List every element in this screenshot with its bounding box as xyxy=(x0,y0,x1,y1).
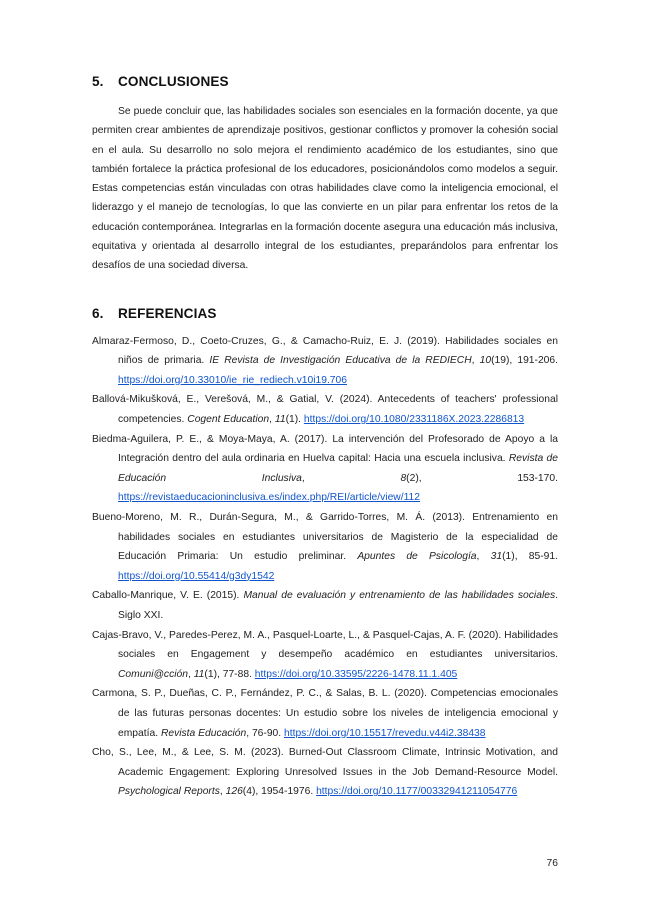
reference-pages: . Siglo XXI. xyxy=(118,590,558,621)
reference-authors-title: Ballová-Mikušková, E., Verešová, M., & Gatial, V. (2024). Antecedents of teachers' professional competencies. xyxy=(92,394,558,426)
reference-authors-title: Almaraz-Fermoso, D., Coeto-Cruzes, G., & Camacho-Ruiz, E. J. (2019). Habilidades sociales en niños de primaria. xyxy=(92,335,558,367)
reference-entry xyxy=(92,508,558,586)
reference-source: IE Revista de Investigación Educativa de la REDIECH xyxy=(209,355,472,367)
reference-link[interactable]: https://doi.org/10.33595/2226-1478.11.1.405 xyxy=(254,668,458,680)
reference-entry xyxy=(92,390,558,429)
section-title: CONCLUSIONES xyxy=(118,74,229,89)
reference-link[interactable]: https://revistaeducacioninclusiva.es/index.php/REI/article/view/112 xyxy=(118,492,421,504)
reference-pages: (1). xyxy=(285,414,304,426)
reference-authors-title: Carmona, S. P., Dueñas, C. P., Fernández, P. C., & Salas, B. L. (2020). Competencias emocionales de las futuras personas docentes: Un estudio sobre los niveles de inteligencia emocional y empatía. xyxy=(92,688,558,739)
reference-pages: , 76-90. xyxy=(246,727,284,739)
reference-entry xyxy=(92,626,558,685)
reference-volume: 10 xyxy=(479,355,492,367)
reference-pages: (1), 77-88. xyxy=(204,668,255,680)
reference-entry xyxy=(92,430,558,508)
reference-authors-title: Cajas-Bravo, V., Paredes-Perez, M. A., Pasquel-Loarte, L., & Pasquel-Cajas, A. F. (2020). Habilidades sociales en Engagement y desempeño académico en estudiantes universitarios. xyxy=(92,629,558,661)
reference-source: Revista de Educación Inclusiva xyxy=(118,453,558,484)
reference-link[interactable]: https://doi.org/10.1177/00332941211054776 xyxy=(316,786,518,798)
reference-pages: (4), 1954-1976. xyxy=(242,786,317,798)
reference-separator: , xyxy=(476,551,491,563)
reference-volume: 11 xyxy=(193,668,205,680)
reference-volume: 31 xyxy=(490,551,503,563)
reference-list xyxy=(92,332,558,802)
reference-source: Revista Educación xyxy=(160,727,247,739)
section-heading-referencias xyxy=(92,306,558,321)
reference-separator: , xyxy=(269,414,275,426)
reference-pages: (19), 191-206. xyxy=(491,355,558,367)
reference-entry xyxy=(92,743,558,802)
page-content xyxy=(92,72,558,802)
reference-volume: 8 xyxy=(400,472,407,484)
conclusions-paragraph: Se puede concluir que, las habilidades sociales son esenciales en la formación docente, ya que permiten crear ambientes de aprendizaje positivos, gestionar conflictos y promover la cohesión social en el aula. Su desarrollo no solo mejora el rendimiento académico de los estudiantes, sino que también fortalece la práctica profesional de los educadores, posicionándolos como modelos a seguir. Estas competencias están vinculadas con otras habilidades clave como la inteligencia emocional, el liderazgo y el manejo de tecnologías, lo que las convierte en un pilar para enfrentar los retos de la educación contemporánea. Integrarlas en la formación docente asegura una educación más inclusiva, equitativa y orientada al desarrollo integral de los estudiantes, preparándolos para enfrentar los desafíos de una sociedad diversa. xyxy=(92,106,558,272)
reference-link[interactable]: https://doi.org/10.55414/g3dy1542 xyxy=(118,570,275,582)
section-number: 5. xyxy=(92,74,104,89)
reference-authors-title: Caballo-Manrique, V. E. (2015). xyxy=(92,590,244,602)
reference-separator: , xyxy=(471,355,480,367)
reference-link[interactable]: https://doi.org/10.15517/revedu.v44i2.38438 xyxy=(284,727,486,739)
reference-volume: 11 xyxy=(274,414,286,426)
reference-link[interactable]: https://doi.org/10.1080/2331186X.2023.2286813 xyxy=(303,414,525,426)
reference-pages: (1), 85-91. xyxy=(502,551,558,563)
reference-pages: (2), 153-170. xyxy=(406,472,558,484)
reference-source: Psychological Reports xyxy=(118,786,220,798)
reference-source: Manual de evaluación y entrenamiento de las habilidades sociales xyxy=(243,590,556,602)
reference-separator: , xyxy=(187,668,194,680)
reference-source: Comuni@cción xyxy=(118,668,188,680)
page-number: 76 xyxy=(546,858,558,869)
reference-authors-title: Cho, S., Lee, M., & Lee, S. M. (2023). Burned-Out Classroom Climate, Intrinsic Motivation, and Academic Engagement: Exploring Unresolved Issues in the Job Demand-Resource Model. xyxy=(92,747,558,778)
reference-separator: , xyxy=(219,786,226,798)
reference-entry xyxy=(92,586,558,625)
reference-entry xyxy=(92,332,558,391)
section-title: REFERENCIAS xyxy=(118,305,217,321)
section-heading-conclusiones xyxy=(92,74,558,89)
reference-authors-title: Bueno-Moreno, M. R., Durán-Segura, M., & Garrido-Torres, M. Á. (2013). Entrenamiento en habilidades sociales en estudiantes universitarios de Magisterio de la especialidad de Educación Primaria: Un estudio preliminar. xyxy=(92,512,558,563)
reference-volume: 126 xyxy=(225,786,243,798)
section-number: 6. xyxy=(92,305,104,321)
reference-source: Apuntes de Psicología xyxy=(357,551,477,563)
reference-link[interactable]: https://doi.org/10.33010/ie_rie_rediech.v10i19.706 xyxy=(118,374,347,386)
reference-source: Cogent Education xyxy=(187,414,270,426)
reference-authors-title: Biedma-Aguilera, P. E., & Moya-Maya, A. (2017). La intervención del Profesorado de Apoyo a la Integración dentro del aula ordinaria en Huelva capital: Hacia una escuela inclusiva. xyxy=(92,433,558,465)
reference-entry xyxy=(92,684,558,743)
reference-separator: , xyxy=(301,472,401,484)
